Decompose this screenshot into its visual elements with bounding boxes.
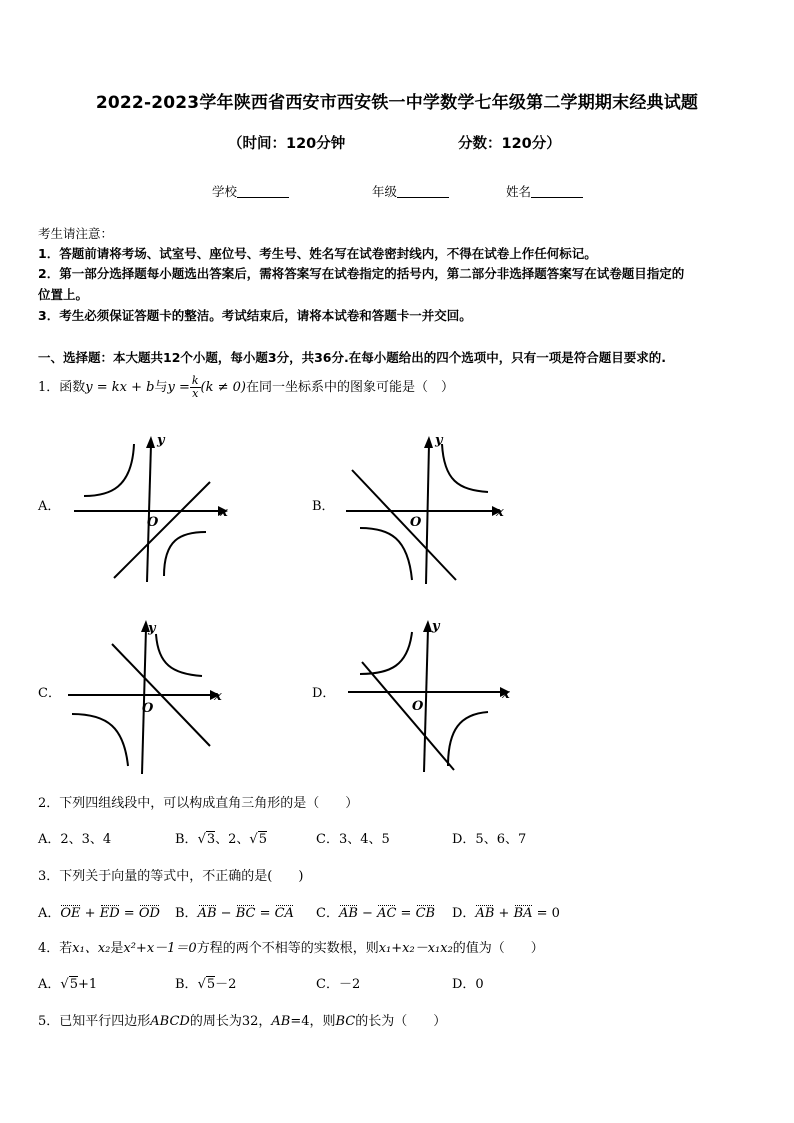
grade-label: 年级 (372, 184, 398, 199)
q1-option-b-label: B． (312, 499, 335, 514)
name-label: 姓名 (506, 184, 532, 199)
q5-pre: 5．已知平行四边形 (38, 1014, 151, 1029)
q1-c-origin: O (142, 701, 154, 716)
q3-option-d (452, 902, 560, 921)
q1-condition: (k ≠ 0) (200, 380, 246, 395)
q2-option-b: B．√3、2、√5 (175, 832, 267, 847)
q3-b-op: − (216, 906, 236, 921)
q4-pre: 4．若 (38, 941, 73, 956)
q1-inverse-lhs: y = (167, 380, 190, 395)
q4-b-rest: －2 (215, 977, 237, 992)
q2-option-d: D．5、6、7 (452, 832, 527, 847)
q1-b-x-label: x (496, 505, 504, 520)
q1-and: 与 (154, 380, 168, 395)
q4-option-c: C．－2 (316, 977, 361, 992)
page-title: 2022-2023学年陕西省西安市西安铁一中学数学七年级第二学期期末经典试题 (95, 93, 699, 113)
q4-a-label: A． (38, 977, 61, 992)
q3-c-op: − (357, 906, 378, 921)
q3-a-op: + (80, 906, 100, 921)
question-3-stem: 3．下列关于向量的等式中，不正确的是( ) (38, 869, 304, 884)
q4-expression: x₁+x₂－x₁x₂ (378, 941, 453, 956)
q3-option-b (175, 902, 294, 921)
q2-b-radicand-2: 5 (258, 832, 267, 847)
q3-d-vec-1: AB (475, 906, 495, 921)
q5-bc: BC (335, 1014, 356, 1029)
q4-end: 的值为（ ） (452, 941, 544, 956)
note-2: 2．第一部分选择题每小题选出答案后，需将答案写在试卷指定的括号内，第二部分非选择题答案写在试卷题目指定的 (38, 266, 685, 281)
grade-field (372, 182, 449, 200)
q4-b-radicand: 5 (206, 977, 216, 992)
name-blank (531, 185, 583, 198)
q1-suffix: 在同一坐标系中的图象可能是（ ） (246, 380, 455, 395)
q2-option-c: C．3、4、5 (316, 832, 390, 847)
q5-end: 的长为（ ） (355, 1014, 447, 1029)
note-3: 3．考生必须保证答题卡的整洁。考试结束后，请将本试卷和答题卡一并交回。 (38, 308, 472, 323)
q1-c-y-label: y (148, 621, 156, 636)
q4-a-radicand: 5 (69, 977, 78, 992)
q3-d-label: D． (452, 906, 476, 921)
score-label: 分数：120分） (458, 136, 561, 152)
q2-b-middle: 、2、 (215, 832, 250, 847)
q4-a-rest: +1 (77, 977, 98, 992)
school-label: 学校 (212, 184, 238, 199)
question-4-stem (38, 937, 544, 956)
q1-b-origin: O (410, 515, 422, 530)
q1-fraction (190, 375, 201, 400)
q2-b-radicand-1: 3 (206, 832, 216, 847)
q3-a-eq: = (119, 906, 139, 921)
q1-graph-a (70, 430, 240, 590)
school-blank (237, 185, 289, 198)
question-5-stem (38, 1010, 446, 1029)
q4-option-b: B．√5－2 (175, 977, 237, 992)
q3-c-vec-3: CB (415, 906, 436, 921)
q4-equation: x²+x－1＝0 (123, 941, 197, 956)
school-field (212, 182, 289, 200)
q1-fraction-den: x (192, 387, 199, 400)
q5-ab: AB (271, 1014, 291, 1029)
q2-option-a: A．2、3、4 (38, 832, 112, 847)
q1-c-x-label: x (214, 689, 222, 704)
q3-a-vec-2: ED (99, 906, 120, 921)
q3-b-vec-1: AB (197, 906, 217, 921)
q1-d-y-label: y (432, 619, 440, 634)
q1-fraction-num: k (191, 374, 199, 387)
q1-linear-function: y = kx + b (85, 380, 155, 395)
q3-c-vec-2: AC (377, 906, 397, 921)
q1-option-c-label: C． (38, 686, 61, 701)
q5-mid: 的周长为32， (189, 1014, 272, 1029)
q1-option-d-label: D． (312, 686, 336, 701)
q3-a-label: A． (38, 906, 61, 921)
q5-mid2: =4，则 (290, 1014, 336, 1029)
q5-abcd: ABCD (150, 1014, 190, 1029)
name-field (506, 182, 583, 200)
q1-graph-d (340, 618, 515, 778)
q3-option-c (316, 902, 435, 921)
q3-a-vec-1: OE (60, 906, 81, 921)
q3-d-eq-zero: = 0 (532, 906, 560, 921)
q1-b-y-label: y (435, 433, 443, 448)
q4-mid2: 方程的两个不相等的实数根，则 (196, 941, 379, 956)
q1-a-x-label: x (220, 505, 228, 520)
q1-prefix: 1．函数 (38, 380, 86, 395)
q1-a-origin: O (147, 515, 159, 530)
note-2-cont: 位置上。 (38, 287, 89, 302)
q4-b-label: B． (175, 977, 198, 992)
q1-a-y-label: y (157, 433, 165, 448)
q1-option-a-label: A． (38, 499, 61, 514)
q1-d-origin: O (412, 699, 424, 714)
q1-d-x-label: x (502, 687, 510, 702)
note-1: 1．答题前请将考场、试室号、座位号、考生号、姓名写在试卷密封线内，不得在试卷上作任何标记。 (38, 246, 597, 261)
q3-b-label: B． (175, 906, 198, 921)
q3-b-eq: = (255, 906, 275, 921)
section-1-heading: 一、选择题：本大题共12个小题，每小题3分，共36分.在每小题给出的四个选项中，只有一项是符合题目要求的. (38, 350, 666, 365)
notes-heading: 考生请注意： (38, 226, 114, 241)
q3-a-vec-3: OD (138, 906, 160, 921)
q4-roots: x₁、x₂ (72, 941, 111, 956)
q1-graph-c (62, 618, 237, 778)
q3-d-vec-2: BA (513, 906, 533, 921)
q2-b-prefix: B． (175, 832, 198, 847)
q3-c-vec-1: AB (338, 906, 358, 921)
q3-c-eq: = (396, 906, 416, 921)
q3-c-label: C． (316, 906, 339, 921)
q4-mid: 是 (110, 941, 124, 956)
q3-b-vec-3: CA (274, 906, 294, 921)
q4-option-d: D．0 (452, 977, 484, 992)
grade-blank (397, 185, 449, 198)
q1-graph-b (340, 430, 515, 590)
question-2-stem: 2．下列四组线段中，可以构成直角三角形的是（ ） (38, 796, 359, 811)
q3-option-a (38, 902, 160, 921)
q4-option-a: A．√5+1 (38, 977, 98, 992)
q3-b-vec-2: BC (235, 906, 256, 921)
question-1-stem (38, 375, 454, 400)
time-label: （时间：120分钟 (228, 136, 346, 152)
q3-d-op: + (494, 906, 514, 921)
